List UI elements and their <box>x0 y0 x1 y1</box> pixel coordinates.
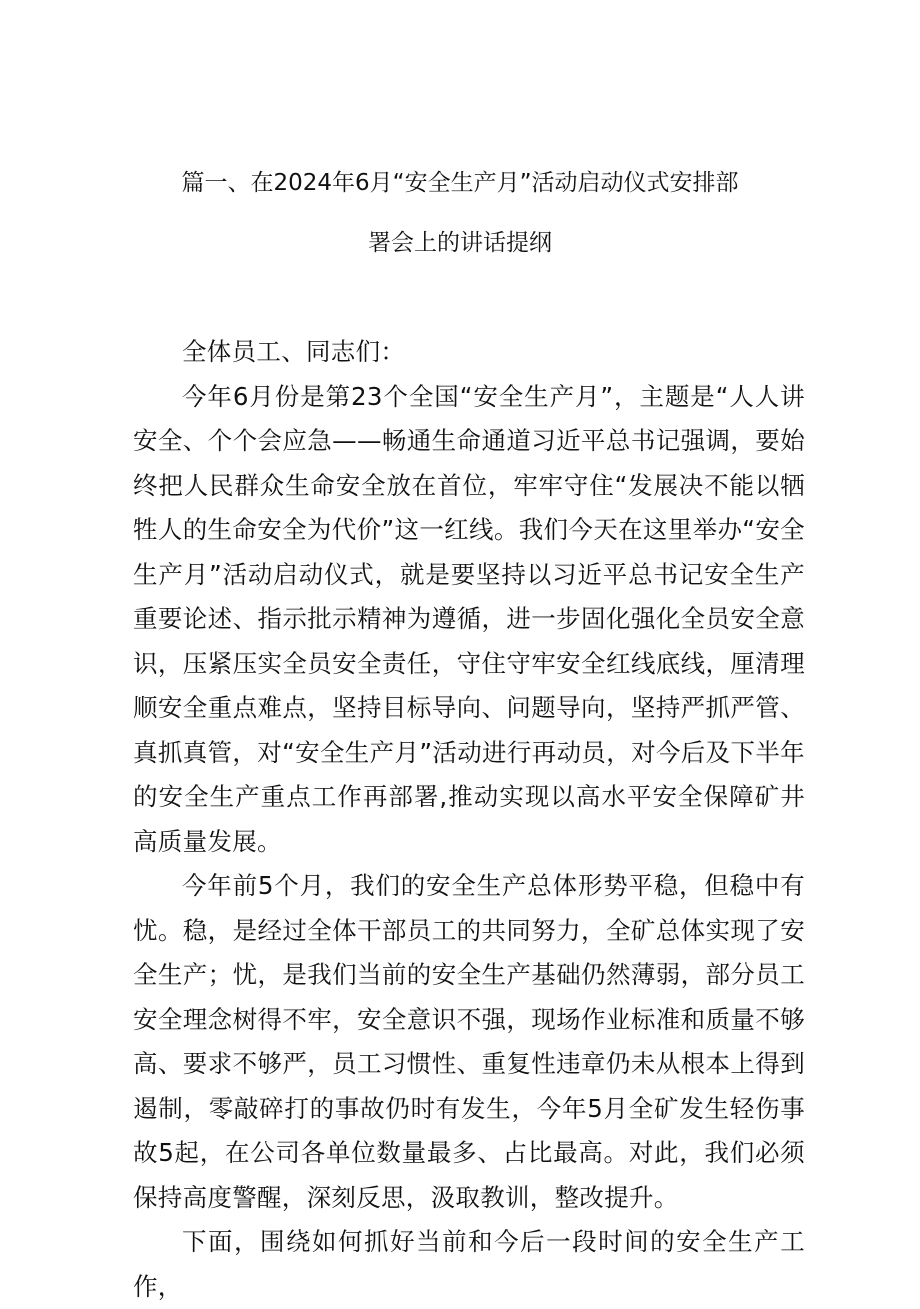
document-title-line-1: 篇一、在2024年6月“安全生产月”活动启动仪式安排部 <box>181 170 739 196</box>
document-body <box>133 330 805 1309</box>
body-paragraph: 今年6月份是第23个全国“安全生产月”，主题是“人人讲安全、个个会应急——畅通生命通道习近平总书记强调，要始终把人民群众生命安全放在首位，牢牢守住“发展决不能以牺牲人的生命安全为代价”这一红线。我们今天在这里举办“安全生产月”活动启动仪式，就是要坚持以习近平总书记安全生产重要论述、指示批示精神为遵循，进一步固化强化全员安全意识，压紧压实全员安全责任，守住守牢安全红线底线，厘清理顺安全重点难点，坚持目标导向、问题导向，坚持严抓严管、真抓真管，对“安全生产月”活动进行再动员，对今后及下半年的安全生产重点工作再部署,推动实现以高水平安全保障矿井高质量发展。 <box>133 381 805 856</box>
body-paragraph: 今年前5个月，我们的安全生产总体形势平稳，但稳中有忧。稳，是经过全体干部员工的共同努力，全矿总体实现了安全生产；忧，是我们当前的安全生产基础仍然薄弱，部分员工安全理念树得不牢，安全意识不强，现场作业标准和质量不够高、要求不够严，员工习惯性、重复性违章仍未从根本上得到遏制，零敲碎打的事故仍时有发生，今年5月全矿发生轻伤事故5起，在公司各单位数量最多、占比最高。对此，我们必须保持高度警醒，深刻反思，汲取教训，整改提升。 <box>133 871 805 1212</box>
salutation-paragraph: 全体员工、同志们： <box>182 337 406 366</box>
document-title-line-2: 署会上的讲话提纲 <box>368 230 552 256</box>
body-paragraph: 下面，围绕如何抓好当前和今后一段时间的安全生产工作， <box>133 1227 805 1301</box>
